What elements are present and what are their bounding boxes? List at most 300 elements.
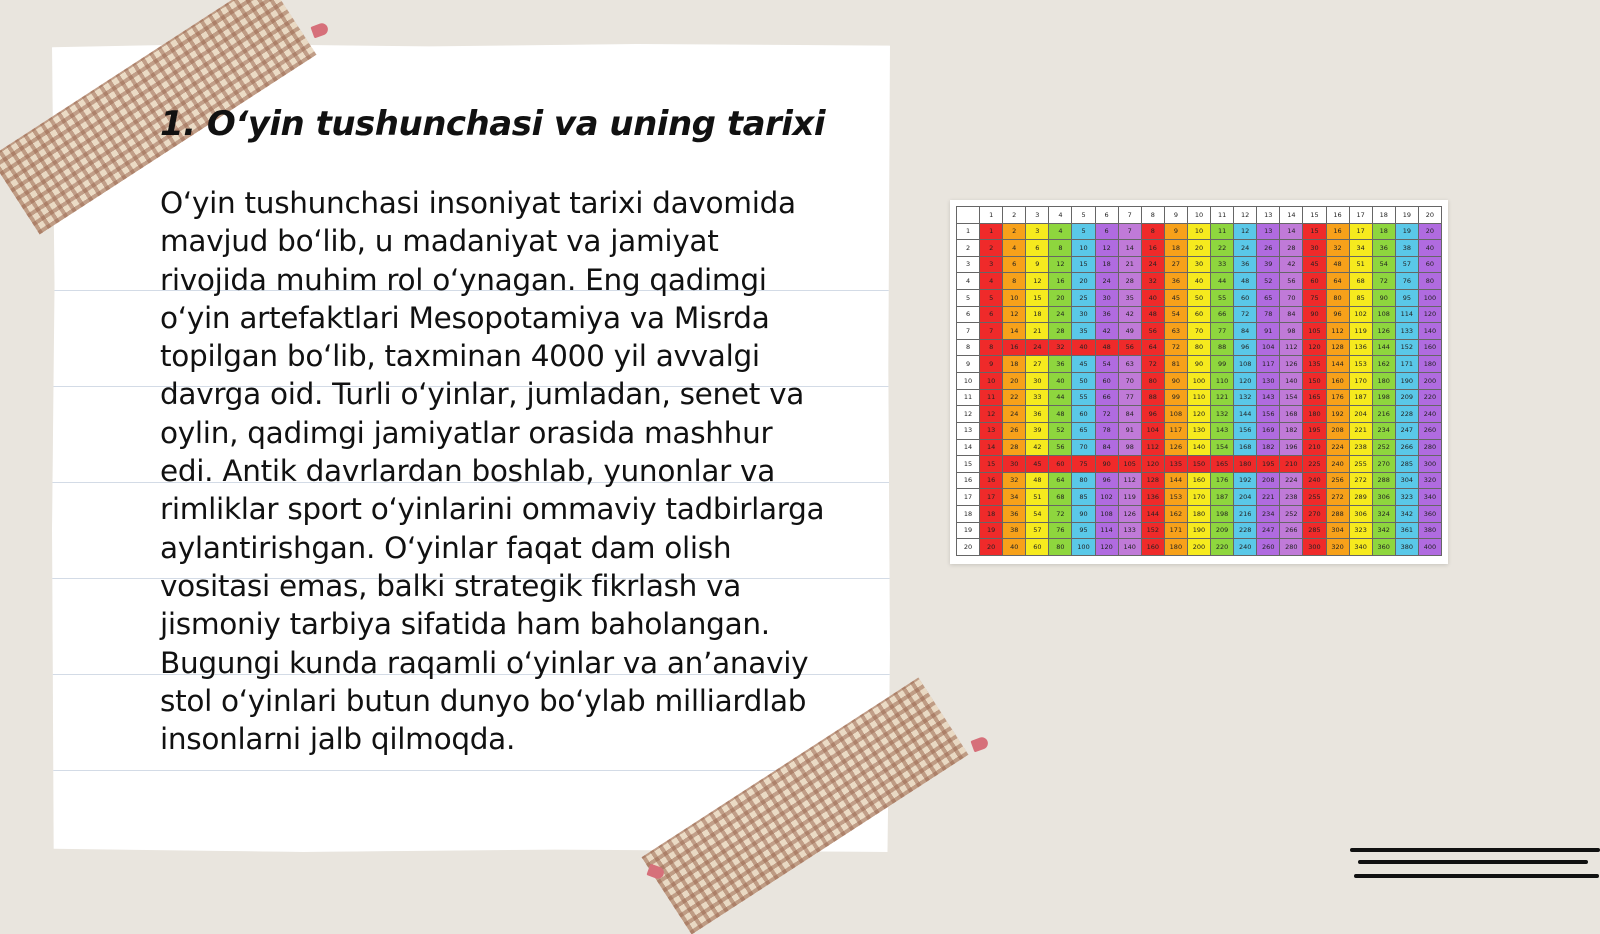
table-row	[957, 240, 1442, 257]
table-cell: 6	[1003, 256, 1026, 273]
table-cell: 120	[1095, 539, 1118, 556]
table-cell: 228	[1395, 406, 1418, 423]
table-cell: 380	[1395, 539, 1418, 556]
table-cell: 96	[1141, 406, 1164, 423]
table-cell: 140	[1118, 539, 1141, 556]
table-cell: 45	[1072, 356, 1095, 373]
table-cell: 20	[1049, 290, 1072, 307]
table-cell: 54	[1372, 256, 1395, 273]
table-cell: 247	[1395, 422, 1418, 439]
table-cell: 39	[1026, 422, 1049, 439]
table-cell: 60	[1072, 406, 1095, 423]
table-cell: 320	[1326, 539, 1349, 556]
table-cell: 102	[1349, 306, 1372, 323]
table-cell: 143	[1257, 389, 1280, 406]
table-cell: 108	[1095, 505, 1118, 522]
table-cell: 17	[980, 489, 1003, 506]
table-cell: 234	[1257, 505, 1280, 522]
table-cell: 36	[1003, 505, 1026, 522]
table-cell: 16	[1003, 339, 1026, 356]
table-cell: 25	[1072, 290, 1095, 307]
table-cell: 112	[1141, 439, 1164, 456]
table-cell: 70	[1072, 439, 1095, 456]
table-cell: 30	[1187, 256, 1210, 273]
table-row	[957, 273, 1442, 290]
table-cell: 18	[1026, 306, 1049, 323]
table-cell: 21	[1026, 323, 1049, 340]
table-cell: 10	[957, 373, 980, 390]
table-cell: 68	[1349, 273, 1372, 290]
table-cell: 102	[1095, 489, 1118, 506]
table-cell: 3	[957, 256, 980, 273]
table-cell: 5	[1072, 223, 1095, 240]
table-cell: 195	[1303, 422, 1326, 439]
table-cell: 8	[1003, 273, 1026, 290]
table-cell: 24	[1003, 406, 1026, 423]
table-cell: 340	[1418, 489, 1441, 506]
table-cell: 64	[1141, 339, 1164, 356]
table-cell: 168	[1280, 406, 1303, 423]
table-cell: 84	[1095, 439, 1118, 456]
table-cell: 190	[1395, 373, 1418, 390]
table-cell: 72	[1372, 273, 1395, 290]
table-cell: 20	[1418, 223, 1441, 240]
table-cell: 90	[1072, 505, 1095, 522]
table-cell: 72	[1141, 356, 1164, 373]
table-cell: 17	[1349, 207, 1372, 224]
table-cell: 324	[1372, 505, 1395, 522]
table-cell: 4	[1003, 240, 1026, 257]
table-cell: 96	[1326, 306, 1349, 323]
table-cell: 14	[1280, 207, 1303, 224]
table-cell: 400	[1418, 539, 1441, 556]
table-cell: 216	[1234, 505, 1257, 522]
table-cell: 3	[1026, 223, 1049, 240]
table-cell: 240	[1418, 406, 1441, 423]
table-cell: 12	[980, 406, 1003, 423]
table-cell: 165	[1303, 389, 1326, 406]
table-cell: 45	[1026, 456, 1049, 473]
table-cell: 160	[1418, 339, 1441, 356]
table-cell: 10	[980, 373, 1003, 390]
table-cell: 9	[957, 356, 980, 373]
table-cell: 5	[1072, 207, 1095, 224]
table-cell: 152	[1395, 339, 1418, 356]
table-cell: 70	[1187, 323, 1210, 340]
table-cell: 176	[1326, 389, 1349, 406]
table-cell: 238	[1349, 439, 1372, 456]
table-cell: 55	[1211, 290, 1234, 307]
table-cell: 27	[1164, 256, 1187, 273]
table-cell: 252	[1280, 505, 1303, 522]
table-cell: 16	[957, 472, 980, 489]
table-cell: 76	[1395, 273, 1418, 290]
table-cell: 36	[1164, 273, 1187, 290]
table-cell: 44	[1049, 389, 1072, 406]
table-cell: 289	[1349, 489, 1372, 506]
table-cell: 104	[1257, 339, 1280, 356]
table-cell: 2	[1003, 223, 1026, 240]
table-cell: 180	[1418, 356, 1441, 373]
table-cell: 13	[1257, 223, 1280, 240]
table-cell: 52	[1049, 422, 1072, 439]
table-cell: 204	[1349, 406, 1372, 423]
table-cell: 104	[1141, 422, 1164, 439]
table-cell: 36	[1026, 406, 1049, 423]
table-cell: 120	[1141, 456, 1164, 473]
decorative-line	[1358, 860, 1588, 864]
table-row	[957, 439, 1442, 456]
table-cell: 20	[1072, 273, 1095, 290]
table-cell: 42	[1118, 306, 1141, 323]
table-cell: 4	[1049, 223, 1072, 240]
table-cell: 54	[1164, 306, 1187, 323]
table-cell: 16	[1326, 207, 1349, 224]
table-cell: 72	[1164, 339, 1187, 356]
table-cell: 99	[1164, 389, 1187, 406]
table-cell: 380	[1418, 522, 1441, 539]
table-cell: 266	[1395, 439, 1418, 456]
table-cell: 192	[1326, 406, 1349, 423]
table-cell: 272	[1326, 489, 1349, 506]
table-row	[957, 522, 1442, 539]
table-cell: 55	[1072, 389, 1095, 406]
table-cell: 187	[1211, 489, 1234, 506]
table-cell: 238	[1280, 489, 1303, 506]
table-row	[957, 472, 1442, 489]
table-cell: 120	[1187, 406, 1210, 423]
table-cell: 40	[1072, 339, 1095, 356]
table-cell: 85	[1072, 489, 1095, 506]
table-cell: 12	[1234, 207, 1257, 224]
table-cell: 150	[1187, 456, 1210, 473]
table-cell: 136	[1141, 489, 1164, 506]
table-cell: 18	[1095, 256, 1118, 273]
table-cell: 12	[957, 406, 980, 423]
table-cell: 22	[1003, 389, 1026, 406]
table-cell: 36	[1234, 256, 1257, 273]
table-cell: 40	[1418, 240, 1441, 257]
table-cell: 14	[1280, 223, 1303, 240]
table-cell: 72	[1095, 406, 1118, 423]
table-cell: 20	[1003, 373, 1026, 390]
table-cell: 6	[1095, 223, 1118, 240]
table-cell: 56	[1049, 439, 1072, 456]
table-cell: 224	[1280, 472, 1303, 489]
table-cell: 108	[1234, 356, 1257, 373]
table-cell: 105	[1118, 456, 1141, 473]
table-cell: 51	[1349, 256, 1372, 273]
table-cell: 32	[1003, 472, 1026, 489]
table-cell: 18	[1372, 207, 1395, 224]
table-cell: 105	[1303, 323, 1326, 340]
table-cell: 56	[1280, 273, 1303, 290]
table-cell: 110	[1211, 373, 1234, 390]
table-cell: 30	[1026, 373, 1049, 390]
table-cell: 306	[1349, 505, 1372, 522]
table-cell: 126	[1164, 439, 1187, 456]
table-cell: 63	[1164, 323, 1187, 340]
table-cell: 196	[1280, 439, 1303, 456]
table-cell: 17	[1349, 223, 1372, 240]
table-cell: 256	[1326, 472, 1349, 489]
table-cell: 360	[1418, 505, 1441, 522]
decorative-line	[1350, 848, 1600, 852]
table-cell: 160	[1141, 539, 1164, 556]
table-row	[957, 323, 1442, 340]
table-cell: 54	[1095, 356, 1118, 373]
table-cell: 2	[1003, 207, 1026, 224]
table-cell: 165	[1211, 456, 1234, 473]
table-cell: 60	[1049, 456, 1072, 473]
table-row	[957, 356, 1442, 373]
table-cell: 224	[1326, 439, 1349, 456]
table-cell: 12	[1049, 256, 1072, 273]
table-cell: 30	[1095, 290, 1118, 307]
table-cell: 70	[1118, 373, 1141, 390]
table-cell: 195	[1257, 456, 1280, 473]
table-cell: 77	[1118, 389, 1141, 406]
table-cell: 152	[1141, 522, 1164, 539]
table-cell: 32	[1141, 273, 1164, 290]
tape-corner-decoration	[310, 22, 329, 39]
table-row	[957, 223, 1442, 240]
table-cell: 6	[1095, 207, 1118, 224]
table-cell: 255	[1303, 489, 1326, 506]
table-cell: 190	[1187, 522, 1210, 539]
table-cell: 272	[1349, 472, 1372, 489]
table-row	[957, 505, 1442, 522]
table-cell: 135	[1164, 456, 1187, 473]
table-row	[957, 339, 1442, 356]
table-cell: 72	[1234, 306, 1257, 323]
table-cell: 40	[1003, 539, 1026, 556]
table-cell: 90	[1164, 373, 1187, 390]
table-cell: 240	[1326, 456, 1349, 473]
table-cell: 8	[1141, 207, 1164, 224]
table-cell: 270	[1303, 505, 1326, 522]
table-cell: 15	[1072, 256, 1095, 273]
table-cell: 304	[1395, 472, 1418, 489]
table-row	[957, 456, 1442, 473]
table-cell: 11	[1211, 207, 1234, 224]
table-cell: 33	[1026, 389, 1049, 406]
table-cell: 60	[1418, 256, 1441, 273]
table-cell: 90	[1372, 290, 1395, 307]
table-cell: 150	[1303, 373, 1326, 390]
table-cell: 90	[1187, 356, 1210, 373]
table-cell: 30	[1072, 306, 1095, 323]
table-cell: 4	[980, 273, 1003, 290]
table-cell: 18	[1372, 223, 1395, 240]
table-cell: 96	[1234, 339, 1257, 356]
table-cell: 119	[1118, 489, 1141, 506]
table-cell: 88	[1141, 389, 1164, 406]
table-cell: 100	[1418, 290, 1441, 307]
table-cell: 11	[957, 389, 980, 406]
table-cell: 91	[1118, 422, 1141, 439]
table-cell: 216	[1372, 406, 1395, 423]
table-cell: 361	[1395, 522, 1418, 539]
table-cell: 42	[1026, 439, 1049, 456]
table-cell: 252	[1372, 439, 1395, 456]
table-row	[957, 207, 1442, 224]
table-cell: 15	[1303, 207, 1326, 224]
table-cell: 35	[1072, 323, 1095, 340]
table-cell: 48	[1234, 273, 1257, 290]
table-cell: 88	[1211, 339, 1234, 356]
table-cell: 198	[1211, 505, 1234, 522]
table-cell: 42	[1095, 323, 1118, 340]
table-cell: 48	[1026, 472, 1049, 489]
table-cell: 360	[1372, 539, 1395, 556]
table-cell: 24	[1095, 273, 1118, 290]
table-cell: 300	[1303, 539, 1326, 556]
table-cell: 20	[1187, 240, 1210, 257]
table-cell: 119	[1349, 323, 1372, 340]
table-cell: 81	[1164, 356, 1187, 373]
table-cell: 180	[1303, 406, 1326, 423]
table-cell: 100	[1187, 373, 1210, 390]
table-cell: 24	[1234, 240, 1257, 257]
table-cell: 110	[1187, 389, 1210, 406]
table-cell: 28	[1280, 240, 1303, 257]
table-cell: 342	[1372, 522, 1395, 539]
table-cell: 187	[1349, 389, 1372, 406]
tape-corner-decoration	[970, 736, 989, 753]
table-cell: 20	[980, 539, 1003, 556]
table-cell: 36	[1372, 240, 1395, 257]
table-cell: 64	[1326, 273, 1349, 290]
table-cell: 80	[1418, 273, 1441, 290]
table-cell: 78	[1257, 306, 1280, 323]
table-cell: 114	[1095, 522, 1118, 539]
table-cell: 5	[980, 290, 1003, 307]
table-cell: 80	[1049, 539, 1072, 556]
slide-title: 1. O‘yin tushunchasi va uning tarixi	[160, 104, 826, 144]
table-cell: 228	[1234, 522, 1257, 539]
table-cell: 3	[1026, 207, 1049, 224]
table-cell: 66	[1211, 306, 1234, 323]
table-cell: 56	[1141, 323, 1164, 340]
table-cell: 14	[1118, 240, 1141, 257]
table-cell: 3	[980, 256, 1003, 273]
slide-body-text: O‘yin tushunchasi insoniyat tarixi davomida mavjud bo‘lib, u madaniyat va jamiyat rivojida muhim rol o‘ynagan. Eng qadimgi o‘yin artefaktlari Mesopotamiya va Misrda topilgan bo‘lib, taxminan 4000 yil avvalgi davrga oid. Turli o‘yinlar, jumladan, senet va oylin, qadimgi jamiyatlar orasida mashhur edi. Antik davrlardan boshlab, yunonlar va rimliklar sport o‘yinlarini ommaviy tadbirlarga aylantirishgan. O‘yinlar faqat dam olish vositasi emas, balki strategik fikrlash va jismoniy tarbiya sifatida ham baholangan. Bugungi kunda raqamli o‘yinlar va an’anaviy stol o‘yinlari butun dunyo bo‘ylab milliardlab insonlarni jalb qilmoqda.	[160, 186, 825, 757]
table-cell: 180	[1187, 505, 1210, 522]
decorative-lines	[1350, 846, 1600, 886]
table-cell: 48	[1141, 306, 1164, 323]
table-cell: 144	[1234, 406, 1257, 423]
table-cell: 114	[1395, 306, 1418, 323]
table-cell: 153	[1349, 356, 1372, 373]
table-cell: 280	[1418, 439, 1441, 456]
table-cell: 117	[1257, 356, 1280, 373]
table-cell: 5	[957, 290, 980, 307]
table-cell: 121	[1211, 389, 1234, 406]
table-cell: 176	[1211, 472, 1234, 489]
table-cell: 7	[1118, 207, 1141, 224]
table-cell: 247	[1257, 522, 1280, 539]
table-cell: 340	[1349, 539, 1372, 556]
table-cell: 12	[1095, 240, 1118, 257]
table-cell: 19	[980, 522, 1003, 539]
table-cell: 144	[1326, 356, 1349, 373]
table-cell: 84	[1234, 323, 1257, 340]
table-cell: 208	[1257, 472, 1280, 489]
table-cell: 100	[1072, 539, 1095, 556]
table-cell: 156	[1234, 422, 1257, 439]
table-cell: 60	[1303, 273, 1326, 290]
table-cell: 8	[1141, 223, 1164, 240]
table-cell: 65	[1257, 290, 1280, 307]
table-cell: 32	[1049, 339, 1072, 356]
table-cell: 98	[1118, 439, 1141, 456]
table-cell: 27	[1026, 356, 1049, 373]
table-cell: 7	[1118, 223, 1141, 240]
table-cell: 9	[1164, 207, 1187, 224]
table-cell: 8	[1049, 240, 1072, 257]
table-cell: 45	[1164, 290, 1187, 307]
table-cell: 35	[1118, 290, 1141, 307]
decorative-line	[1354, 874, 1599, 878]
table-cell: 210	[1280, 456, 1303, 473]
table-cell: 198	[1372, 389, 1395, 406]
table-cell: 171	[1395, 356, 1418, 373]
table-cell: 33	[1211, 256, 1234, 273]
table-cell: 182	[1280, 422, 1303, 439]
table-cell: 12	[1234, 223, 1257, 240]
table-row	[957, 422, 1442, 439]
table-cell: 140	[1280, 373, 1303, 390]
table-cell: 18	[980, 505, 1003, 522]
table-cell: 221	[1257, 489, 1280, 506]
table-cell: 21	[1118, 256, 1141, 273]
table-cell: 77	[1211, 323, 1234, 340]
table-cell: 14	[1003, 323, 1026, 340]
table-cell: 221	[1349, 422, 1372, 439]
table-cell: 182	[1257, 439, 1280, 456]
table-cell: 26	[1003, 422, 1026, 439]
table-cell: 2	[980, 240, 1003, 257]
table-cell: 91	[1257, 323, 1280, 340]
table-cell: 16	[1326, 223, 1349, 240]
table-cell: 209	[1395, 389, 1418, 406]
table-cell: 70	[1280, 290, 1303, 307]
table-cell: 95	[1395, 290, 1418, 307]
table-cell: 18	[1164, 240, 1187, 257]
table-cell: 1	[957, 223, 980, 240]
table-cell: 60	[1026, 539, 1049, 556]
table-cell: 19	[957, 522, 980, 539]
table-cell: 48	[1049, 406, 1072, 423]
table-cell: 10	[1187, 207, 1210, 224]
table-cell: 285	[1395, 456, 1418, 473]
table-cell: 20	[957, 539, 980, 556]
table-cell: 54	[1026, 505, 1049, 522]
table-cell: 51	[1026, 489, 1049, 506]
table-cell: 42	[1280, 256, 1303, 273]
table-cell: 85	[1349, 290, 1372, 307]
table-cell: 80	[1187, 339, 1210, 356]
table-cell: 320	[1418, 472, 1441, 489]
table-cell: 288	[1326, 505, 1349, 522]
table-cell: 36	[1049, 356, 1072, 373]
table-cell: 117	[1164, 422, 1187, 439]
table-cell: 168	[1234, 439, 1257, 456]
table-cell: 13	[1257, 207, 1280, 224]
table-cell: 144	[1141, 505, 1164, 522]
table-cell: 16	[980, 472, 1003, 489]
